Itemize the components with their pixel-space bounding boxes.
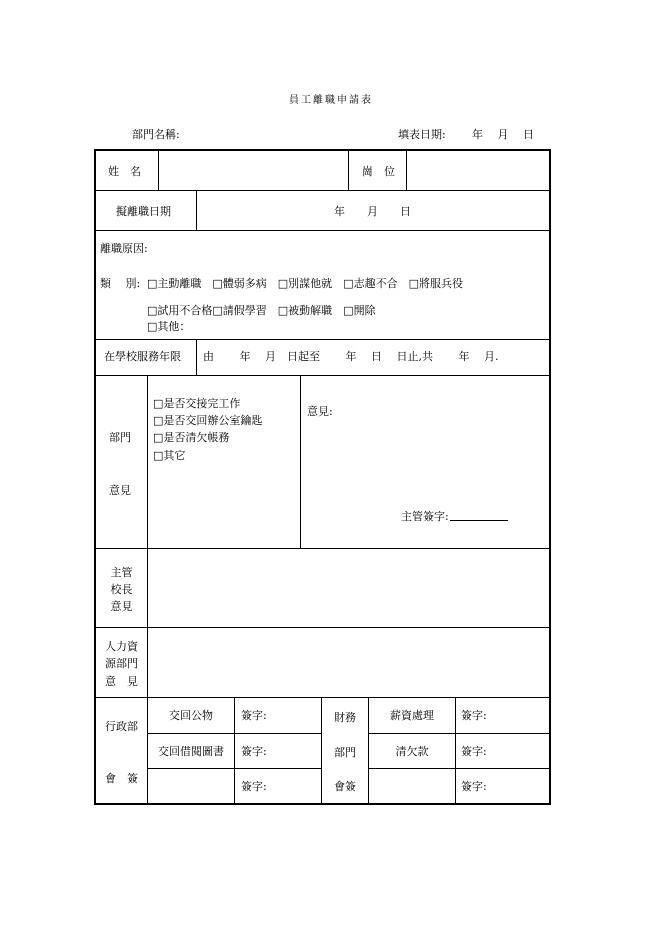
dept-check-2: □是否交回辦公室鑰匙 xyxy=(153,414,263,427)
service-label: 在學校服務年限 xyxy=(104,350,181,363)
category-options-line-2: □試用不合格□請假學習 □被動解職 □開除 xyxy=(147,304,376,317)
supervisor-sign-line xyxy=(450,510,508,521)
category-label: 類 別: xyxy=(100,277,141,290)
hr-label-3: 意 見 xyxy=(105,675,138,688)
resign-date-label: 擬離職日期 xyxy=(116,205,171,218)
admin-label-top: 行政部 xyxy=(105,720,138,733)
finance-label-2: 部門 xyxy=(334,746,356,759)
admin-sign-3: 簽字: xyxy=(241,780,267,793)
principal-label-1: 主管 xyxy=(110,566,133,579)
form-title: 員工離職申請表 xyxy=(289,95,373,106)
principal-label-3: 意見 xyxy=(110,600,133,613)
admin-item-2: 交回借閱圖書 xyxy=(158,745,224,758)
dept-check-4: □其它 xyxy=(153,449,186,462)
fill-date-label: 填表日期: xyxy=(398,128,446,141)
name-label: 姓 名 xyxy=(108,165,141,178)
admin-sign-2: 簽字: xyxy=(241,745,267,758)
finance-label-3: 會簽 xyxy=(334,780,356,793)
admin-item-1: 交回公物 xyxy=(169,709,213,722)
position-label: 崗 位 xyxy=(362,165,395,178)
finance-sign-1: 簽字: xyxy=(461,709,487,722)
fill-date-units: 年 月 日 xyxy=(472,128,534,141)
supervisor-sign-label: 主管簽字: xyxy=(401,510,449,523)
resign-date-units: 年 月 日 xyxy=(334,205,411,218)
hr-label-2: 源部門 xyxy=(105,657,138,670)
service-period: 由 年 月 日起至 年 日 日止,共 年 月. xyxy=(203,350,499,363)
principal-label-2: 校長 xyxy=(110,583,133,596)
reason-label: 離職原因: xyxy=(100,242,148,255)
finance-label-1: 財務 xyxy=(334,711,356,724)
admin-label-bottom: 會 簽 xyxy=(105,772,138,785)
supervisor-sign xyxy=(401,510,508,523)
finance-item-2: 清欠款 xyxy=(395,745,429,758)
admin-sign-1: 簽字: xyxy=(241,709,267,722)
dept-label-2: 意見 xyxy=(109,484,131,497)
category-options-line-3: □其他： xyxy=(147,320,191,333)
dept-opinion-label: 意見: xyxy=(307,405,333,418)
category-options-line-1: □主動離職 □體弱多病 □別謀他就 □志趣不合 □將服兵役 xyxy=(147,277,463,290)
dept-name-label: 部門名稱: xyxy=(132,128,180,141)
dept-label-1: 部門 xyxy=(109,431,131,444)
finance-item-1: 薪資處理 xyxy=(390,709,434,722)
finance-sign-2: 簽字: xyxy=(461,745,487,758)
dept-check-1: □是否交接完工作 xyxy=(153,397,241,410)
finance-sign-3: 簽字: xyxy=(461,780,487,793)
hr-label-1: 人力資 xyxy=(105,640,138,653)
dept-check-3: □是否清欠帳務 xyxy=(153,431,230,444)
